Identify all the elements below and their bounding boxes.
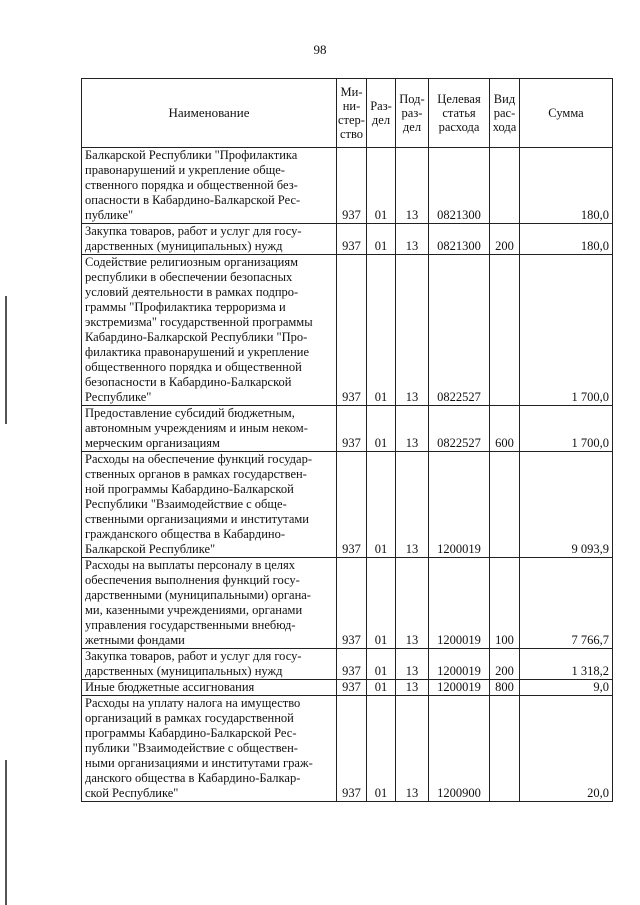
row-ministry-cell: 937 bbox=[337, 452, 367, 558]
row-subsection-cell: 13 bbox=[396, 452, 429, 558]
row-section-cell: 01 bbox=[367, 255, 396, 406]
row-amount-cell: 9 093,9 bbox=[520, 452, 613, 558]
row-name-cell: Предоставление субсидий бюджетным, автономным учреждениям и иным неком- мерческим организациям bbox=[82, 406, 337, 452]
row-ministry-cell: 937 bbox=[337, 224, 367, 255]
row-ministry-cell: 937 bbox=[337, 649, 367, 680]
header-amount: Сумма bbox=[520, 79, 613, 148]
row-subsection-cell: 13 bbox=[396, 680, 429, 696]
row-section-cell: 01 bbox=[367, 406, 396, 452]
row-type-cell bbox=[490, 255, 520, 406]
row-section-cell: 01 bbox=[367, 680, 396, 696]
row-subsection-cell: 13 bbox=[396, 649, 429, 680]
row-section-cell: 01 bbox=[367, 224, 396, 255]
row-target-cell: 0821300 bbox=[429, 148, 490, 224]
row-amount-cell: 180,0 bbox=[520, 148, 613, 224]
header-ministry: Ми- ни- стер- ство bbox=[337, 79, 367, 148]
row-name-cell: Расходы на обеспечение функций государ- ственных органов в рамках государствен- ной программы Кабардино-Балкарской Республики "Взаимодействие с обще- ственными организациями и институтами гражданского общества в Кабардино- Балкарской Республике" bbox=[82, 452, 337, 558]
row-name-cell: Закупка товаров, работ и услуг для госу- дарственных (муниципальных) нужд bbox=[82, 649, 337, 680]
row-target-cell: 1200019 bbox=[429, 680, 490, 696]
header-target-article: Целевая статья расхода bbox=[429, 79, 490, 148]
row-amount-cell: 9,0 bbox=[520, 680, 613, 696]
row-amount-cell: 180,0 bbox=[520, 224, 613, 255]
row-subsection-cell: 13 bbox=[396, 224, 429, 255]
header-section: Раз- дел bbox=[367, 79, 396, 148]
row-ministry-cell: 937 bbox=[337, 680, 367, 696]
row-target-cell: 1200019 bbox=[429, 452, 490, 558]
row-subsection-cell: 13 bbox=[396, 696, 429, 802]
table-row bbox=[82, 406, 613, 452]
table-row bbox=[82, 558, 613, 649]
row-type-cell: 600 bbox=[490, 406, 520, 452]
row-ministry-cell: 937 bbox=[337, 696, 367, 802]
row-type-cell bbox=[490, 696, 520, 802]
row-type-cell bbox=[490, 148, 520, 224]
row-name-cell: Расходы на уплату налога на имущество организаций в рамках государственной программы Кабардино-Балкарской Рес- публики "Взаимодействие с обществен- ными организациями и институтами граж- данского общества в Кабардино-Балкар- ской Республике" bbox=[82, 696, 337, 802]
row-subsection-cell: 13 bbox=[396, 406, 429, 452]
row-section-cell: 01 bbox=[367, 558, 396, 649]
row-type-cell bbox=[490, 452, 520, 558]
row-type-cell: 200 bbox=[490, 224, 520, 255]
row-subsection-cell: 13 bbox=[396, 148, 429, 224]
header-expense-type: Вид рас- хода bbox=[490, 79, 520, 148]
row-target-cell: 0822527 bbox=[429, 406, 490, 452]
table-row bbox=[82, 224, 613, 255]
row-ministry-cell: 937 bbox=[337, 255, 367, 406]
table-row bbox=[82, 452, 613, 558]
row-type-cell: 800 bbox=[490, 680, 520, 696]
row-ministry-cell: 937 bbox=[337, 148, 367, 224]
table-row bbox=[82, 696, 613, 802]
row-amount-cell: 1 318,2 bbox=[520, 649, 613, 680]
table-row bbox=[82, 255, 613, 406]
row-name-cell: Иные бюджетные ассигнования bbox=[82, 680, 337, 696]
header-name: Наименование bbox=[82, 79, 337, 148]
row-amount-cell: 1 700,0 bbox=[520, 255, 613, 406]
row-target-cell: 1200019 bbox=[429, 558, 490, 649]
margin-scan-mark bbox=[5, 296, 7, 424]
row-target-cell: 0821300 bbox=[429, 224, 490, 255]
row-subsection-cell: 13 bbox=[396, 255, 429, 406]
table-header-row bbox=[82, 79, 613, 148]
header-subsection: Под- раз- дел bbox=[396, 79, 429, 148]
row-target-cell: 0822527 bbox=[429, 255, 490, 406]
row-name-cell: Балкарской Республики "Профилактика правонарушений и укрепление обще- ственного порядка и общественной без- опасности в Кабардино-Балкарской Рес- публике" bbox=[82, 148, 337, 224]
row-type-cell: 100 bbox=[490, 558, 520, 649]
row-amount-cell: 1 700,0 bbox=[520, 406, 613, 452]
row-target-cell: 1200900 bbox=[429, 696, 490, 802]
budget-table bbox=[81, 78, 613, 802]
row-section-cell: 01 bbox=[367, 452, 396, 558]
row-amount-cell: 20,0 bbox=[520, 696, 613, 802]
margin-scan-mark bbox=[5, 760, 7, 905]
row-target-cell: 1200019 bbox=[429, 649, 490, 680]
row-ministry-cell: 937 bbox=[337, 558, 367, 649]
row-name-cell: Закупка товаров, работ и услуг для госу- дарственных (муниципальных) нужд bbox=[82, 224, 337, 255]
row-section-cell: 01 bbox=[367, 148, 396, 224]
page-number: 98 bbox=[313, 42, 327, 57]
row-name-cell: Расходы на выплаты персоналу в целях обеспечения выполнения функций госу- дарственными (муниципальными) органа- ми, казенными учреждениями, органами управления государственными внебюд- жетными фондами bbox=[82, 558, 337, 649]
table-body bbox=[82, 148, 613, 802]
row-section-cell: 01 bbox=[367, 649, 396, 680]
row-subsection-cell: 13 bbox=[396, 558, 429, 649]
row-section-cell: 01 bbox=[367, 696, 396, 802]
table-row bbox=[82, 649, 613, 680]
row-type-cell: 200 bbox=[490, 649, 520, 680]
row-amount-cell: 7 766,7 bbox=[520, 558, 613, 649]
table-row bbox=[82, 148, 613, 224]
table-row bbox=[82, 680, 613, 696]
row-name-cell: Содействие религиозным организациям республики в обеспечении безопасных условий деятельности в рамках подпро- граммы "Профилактика терроризма и экстремизма" государственной программы Кабардино-Балкарской Республики "Про- филактика правонарушений и укрепление общественного порядка и общественной безопасности в Кабардино-Балкарской Республике" bbox=[82, 255, 337, 406]
row-ministry-cell: 937 bbox=[337, 406, 367, 452]
